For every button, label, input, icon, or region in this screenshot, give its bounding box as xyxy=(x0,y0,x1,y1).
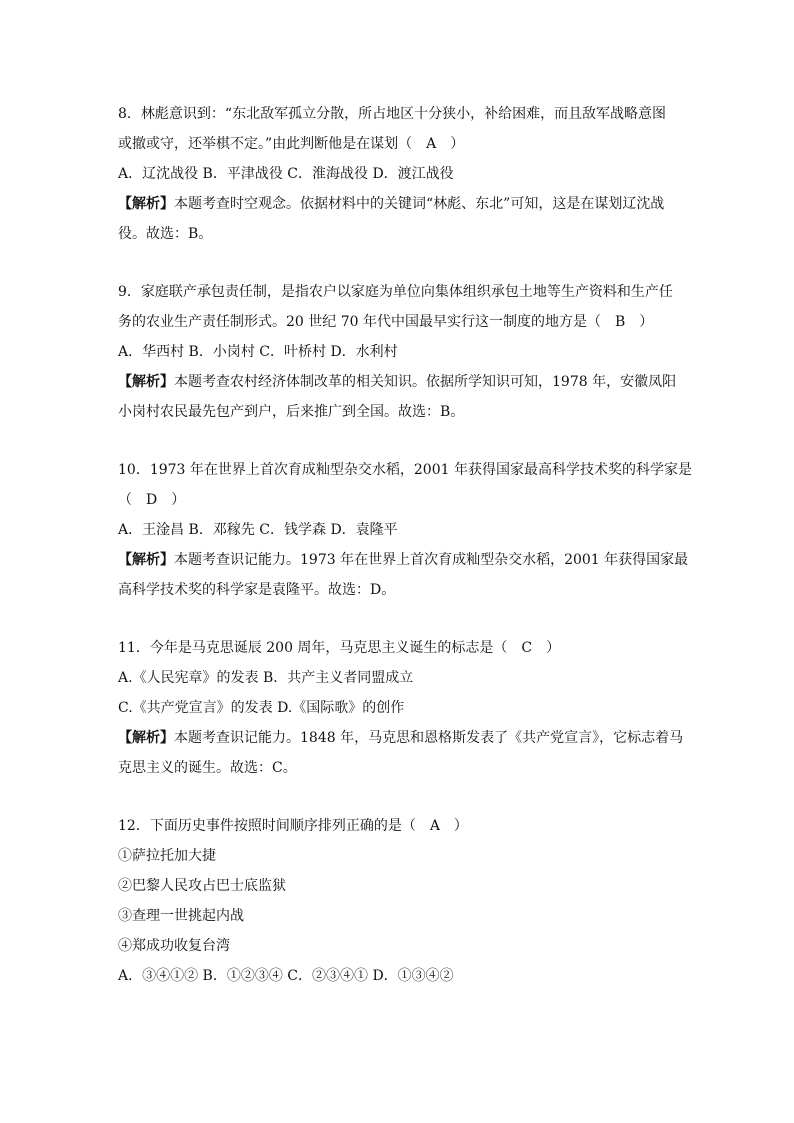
question-list xyxy=(118,102,692,988)
question-options: A．华西村 B．小岗村 C．叶桥村 D．水利村 xyxy=(118,344,398,360)
analysis-text: 本题考查识记能力。1848 年，马克思和恩格斯发表了《共产党宣言》，它标志着马 xyxy=(174,730,684,746)
question-options: A．辽沈战役 B．平津战役 C．淮海战役 D．渡江战役 xyxy=(118,166,454,182)
question-options: A．王淦昌 B．邓稼先 C．钱学森 D．袁隆平 xyxy=(118,522,398,538)
analysis-line: 高科学技术奖的科学家是袁隆平。故选：D。 xyxy=(118,582,396,598)
analysis-line: 役。故选：B。 xyxy=(118,226,213,242)
question-10 xyxy=(118,458,692,602)
analysis-text: 本题考查农村经济体制改革的相关知识。依据所学知识可知，1978 年，安徽凤阳 xyxy=(174,374,677,390)
question-options: A.《人民宪章》的发表 B．共产主义者同盟成立 xyxy=(118,670,414,686)
question-8 xyxy=(118,102,678,246)
question-stem-line: 10．1973 年在世界上首次育成籼型杂交水稻，2001 年获得国家最高科学技术奖的科学家是 xyxy=(118,462,692,478)
analysis-line: 小岗村农民最先包产到户，后来推广到全国。故选：B。 xyxy=(118,404,465,420)
analysis-text: 本题考查识记能力。1973 年在世界上首次育成籼型杂交水稻，2001 年获得国家最 xyxy=(174,552,689,568)
question-stem-line: 12．下面历史事件按照时间顺序排列正确的是（ A ） xyxy=(118,818,468,834)
analysis-line: 克思主义的诞生。故选：C。 xyxy=(118,760,297,776)
analysis-line xyxy=(118,192,678,216)
question-options: A．③④①② B．①②③④ C．②③④① D．①③④② xyxy=(118,968,454,984)
question-event-item: ②巴黎人民攻占巴士底监狱 xyxy=(118,878,286,894)
analysis-line xyxy=(118,726,684,750)
question-stem-line: 9．家庭联产承包责任制，是指农户以家庭为单位向集体组织承包土地等生产资料和生产任 xyxy=(118,284,673,300)
question-12 xyxy=(118,814,678,988)
analysis-text: 本题考查时空观念。依据材料中的关键词“林彪、东北”可知，这是在谋划辽沈战 xyxy=(174,196,665,212)
analysis-tag: 【解析】 xyxy=(118,552,174,568)
question-event-item: ④郑成功收复台湾 xyxy=(118,938,230,954)
question-options: C.《共产党宣言》的发表 D.《国际歌》的创作 xyxy=(118,700,405,716)
question-stem-line: 8．林彪意识到：“东北敌军孤立分散，所占地区十分狭小，补给困难，而且敌军战略意图 xyxy=(118,106,667,122)
question-stem-line: 务的农业生产责任制形式。20 世纪 70 年代中国最早实行这一制度的地方是（ B ） xyxy=(118,314,654,330)
analysis-line xyxy=(118,548,689,572)
question-9 xyxy=(118,280,678,424)
analysis-tag: 【解析】 xyxy=(118,730,174,746)
question-stem-line: （ D ） xyxy=(118,492,186,508)
question-event-item: ①萨拉托加大捷 xyxy=(118,848,216,864)
question-event-item: ③查理一世挑起内战 xyxy=(118,908,244,924)
analysis-line xyxy=(118,370,678,394)
question-stem-line: 或撤或守，还举棋不定。”由此判断他是在谋划（ A ） xyxy=(118,136,465,152)
question-stem-line: 11．今年是马克思诞辰 200 周年，马克思主义诞生的标志是（ C ） xyxy=(118,640,561,656)
analysis-tag: 【解析】 xyxy=(118,374,174,390)
analysis-tag: 【解析】 xyxy=(118,196,174,212)
question-11 xyxy=(118,636,684,780)
